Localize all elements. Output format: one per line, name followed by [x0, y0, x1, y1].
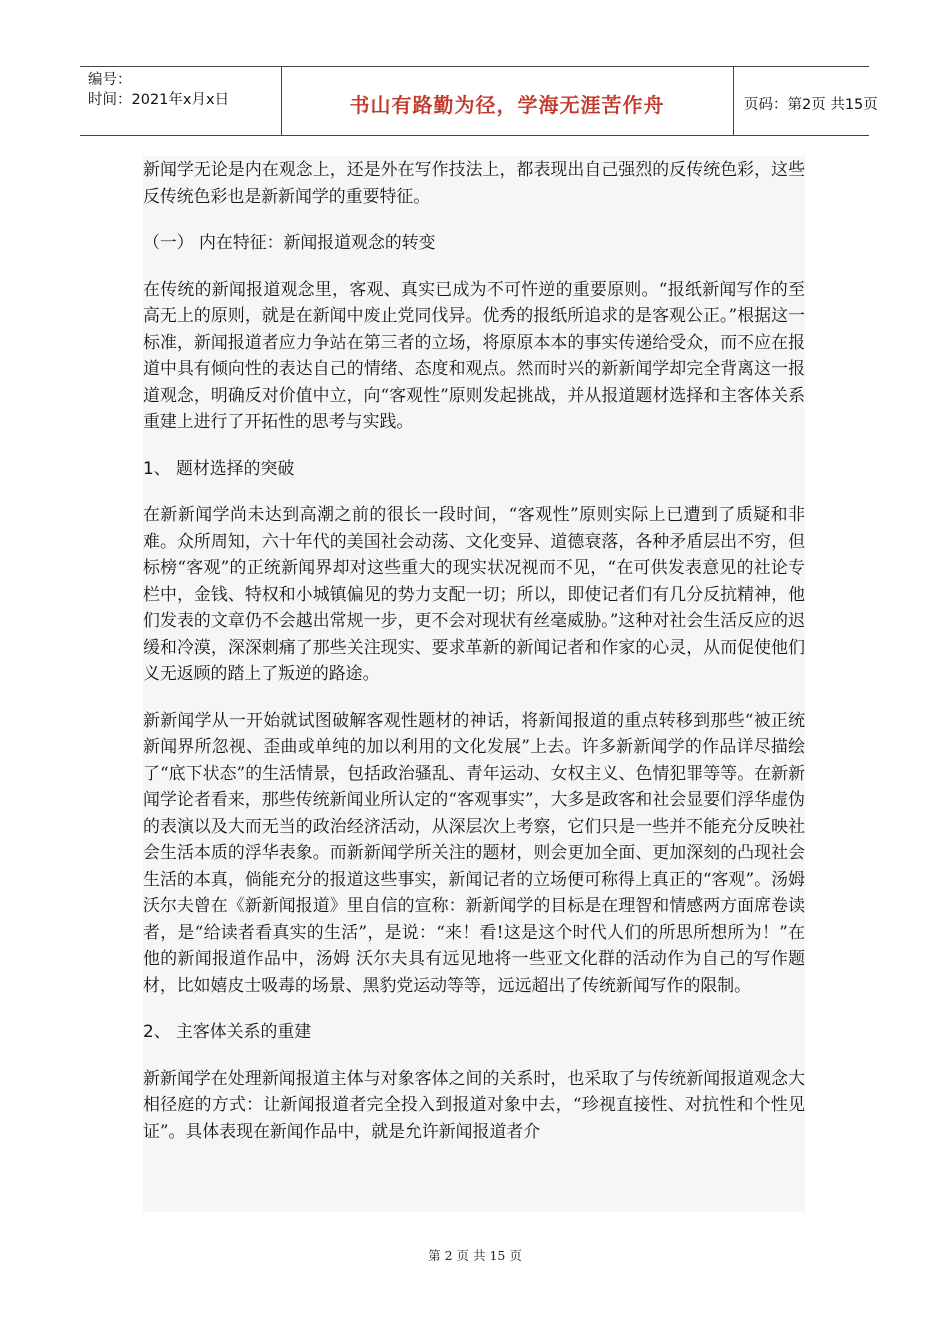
paragraph-objectivity: 在传统的新闻报道观念里，客观、真实已成为不可忤逆的重要原则。“报纸新闻写作的至高无上的原则，就是在新闻中废止党同伐异。优秀的报纸所追求的是客观公正。”根据这一标准，新闻报道者应力争站在第三者的立场，将原原本本的事实传递给受众，而不应在报道中具有倾向性的表达自己的情绪、态度和观点。然而时兴的新新闻学却完全背离这一报道观念，明确反对价值中立，向“客观性”原则发起挑战，并从报道题材选择和主客体关系重建上进行了开拓性的思考与实践。	[143, 278, 805, 431]
section-heading-inner-features: （一） 内在特征：新闻报道观念的转变	[143, 232, 436, 252]
subsection-heading-topic-selection: 1、 题材选择的突破	[143, 457, 295, 478]
document-body	[143, 156, 805, 1212]
header-page-info: 页码：第2页 共15页	[744, 97, 878, 113]
subsection-heading-subject-object: 2、 主客体关系的重建	[143, 1021, 312, 1041]
header-motto-cell	[281, 67, 734, 135]
paragraph-intro: 新闻学无论是内在观念上，还是外在写作技法上，都表现出自己强烈的反传统色彩，这些反传统色彩也是新新闻学的重要特征。	[143, 159, 805, 206]
paragraph-topic-breakthrough: 新新闻学从一开始就试图破解客观性题材的神话，将新闻报道的重点转移到那些“被正统新闻界所忽视、歪曲或单纯的加以利用的文化发展”上去。许多新新闻学的作品详尽描绘了“底下状态”的生活情景，包括政治骚乱、青年运动、女权主义、色情犯罪等等。在新新闻学论者看来，那些传统新闻业所认定的“客观事实”，大多是政客和社会显要们浮华虚伪的表演以及大而无当的政治经济活动，从深层次上考察，它们只是一些并不能充分反映社会生活本质的浮华表象。而新新闻学所关注的题材，则会更加全面、更加深刻的凸现社会生活的本真，倘能充分的报道这些事实，新闻记者的立场便可称得上真正的“客观”。汤姆 沃尔夫曾在《新新闻报道》里自信的宣称：新新闻学的目标是在理智和情感两方面席卷读者，是“给读者看真实的生活”，是说：“来！看!这是这个时代人们的所思所想所为！”在他的新闻报道作品中，汤姆 沃尔夫具有远见地将一些亚文化群的活动作为自己的写作题材，比如嬉皮士吸毒的场景、黑豹党运动等等，远远超出了传统新闻写作的限制。	[143, 709, 805, 995]
page-header	[80, 66, 878, 136]
header-meta-cell	[80, 67, 282, 135]
document-number-label: 编号：	[88, 72, 132, 88]
header-page-cell	[733, 67, 878, 135]
paragraph-subject-object: 新新闻学在处理新闻报道主体与对象客体之间的关系时，也采取了与传统新闻报道观念大相径庭的方式：让新闻报道者完全投入到报道对象中去，“珍视直接性、对抗性和个性见证”。具体表现在新闻作品中，就是允许新闻报道者介	[143, 1067, 805, 1141]
document-date: 时间：2021年x月x日	[88, 92, 230, 108]
page-footer: 第 2 页 共 15 页	[428, 1248, 522, 1263]
header-motto: 书山有路勤为径，学海无涯苦作舟	[349, 93, 665, 117]
paragraph-topic-background: 在新新闻学尚未达到高潮之前的很长一段时间，“客观性”原则实际上已遭到了质疑和非难。众所周知，六十年代的美国社会动荡、文化变异、道德衰落，各种矛盾层出不穷，但标榜“客观”的正统新闻界却对这些重大的现实状况视而不见，“在可供发表意见的社论专栏中，金钱、特权和小城镇偏见的势力支配一切；所以，即使记者们有几分反抗精神，他们发表的文章仍不会越出常规一步，更不会对现状有丝毫威胁。”这种对社会生活反应的迟缓和冷漠，深深刺痛了那些关注现实、要求革新的新闻记者和作家的心灵，从而促使他们义无返顾的踏上了叛逆的路途。	[143, 504, 805, 683]
